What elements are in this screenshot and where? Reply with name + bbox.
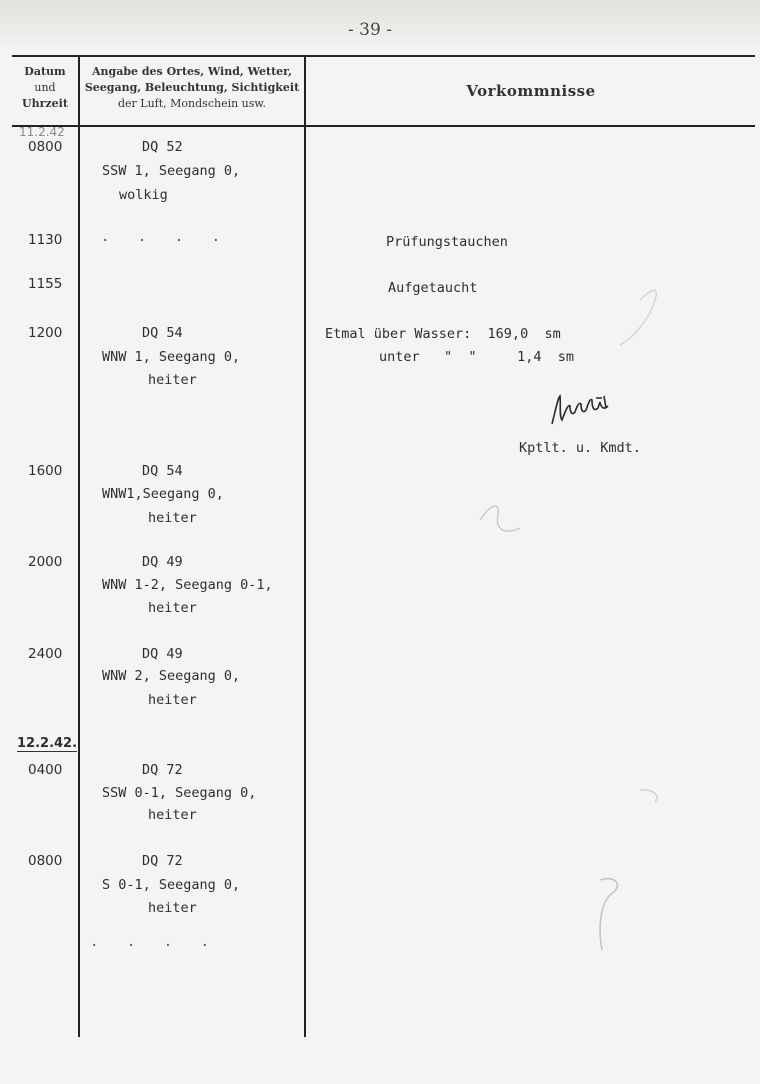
entry-location: DQ 54 [142,325,183,341]
header-date-line3: Uhrzeit [22,97,68,110]
entry-location-dots: . . . . [101,229,231,245]
entry-time-1600: 1600 [28,463,63,479]
entry-weather: heiter [148,372,197,388]
entry-wind: WNW 2, Seegang 0, [102,668,241,684]
header-location-line1: Angabe des Ortes, Wind, Wetter, [91,65,293,78]
entry-event-distance-surface: Etmal über Wasser: 169,0 sm [325,326,561,342]
entry-location: DQ 72 [142,853,183,869]
entry-wind: WNW 1, Seegang 0, [102,349,241,365]
entry-time-2000: 2000 [28,554,63,570]
date-first: 11.2.42 [19,125,65,139]
entry-wind: WNW1,Seegang 0, [102,486,224,502]
entry-weather: heiter [148,600,197,616]
entry-weather: wolkig [119,187,168,203]
entry-weather: heiter [148,807,197,823]
entry-time-1155: 1155 [28,276,63,292]
header-events: Vorkommnisse [466,82,596,100]
entry-time-1130: 1130 [28,232,63,248]
entry-event-distance-submerged: unter " " 1,4 sm [379,349,575,365]
entry-time-0800-a: 0800 [28,139,63,155]
entry-wind: SSW 1, Seegang 0, [102,163,241,179]
date-second: 12.2.42. [17,736,78,751]
entry-location: DQ 72 [142,762,183,778]
header-date-line2: und [34,81,56,94]
entry-location: DQ 49 [142,554,183,570]
entry-time-1200: 1200 [28,325,63,341]
header-date-line1: Datum [24,65,66,78]
page-number: - 39 - [348,20,392,40]
entry-location: DQ 52 [142,139,183,155]
entry-wind: SSW 0-1, Seegang 0, [102,785,257,801]
entry-weather: heiter [148,692,197,708]
header-location-line2: Seegang, Beleuchtung, Sichtigkeit [84,81,300,94]
trailing-dots: . . . . [90,934,220,950]
entry-weather: heiter [148,900,197,916]
entry-weather: heiter [148,510,197,526]
entry-time-0800-b: 0800 [28,853,63,869]
header-location-line3: der Luft, Mondschein usw. [117,97,267,110]
entry-location: DQ 49 [142,646,183,662]
entry-wind: WNW 1-2, Seegang 0-1, [102,577,273,593]
entry-event: Prüfungstauchen [386,234,508,250]
entry-time-0400: 0400 [28,762,63,778]
signature-title: Kptlt. u. Kmdt. [519,440,641,456]
entry-event: Aufgetaucht [388,280,478,296]
entry-wind: S 0-1, Seegang 0, [102,877,241,893]
entry-location: DQ 54 [142,463,183,479]
entry-time-2400: 2400 [28,646,63,662]
